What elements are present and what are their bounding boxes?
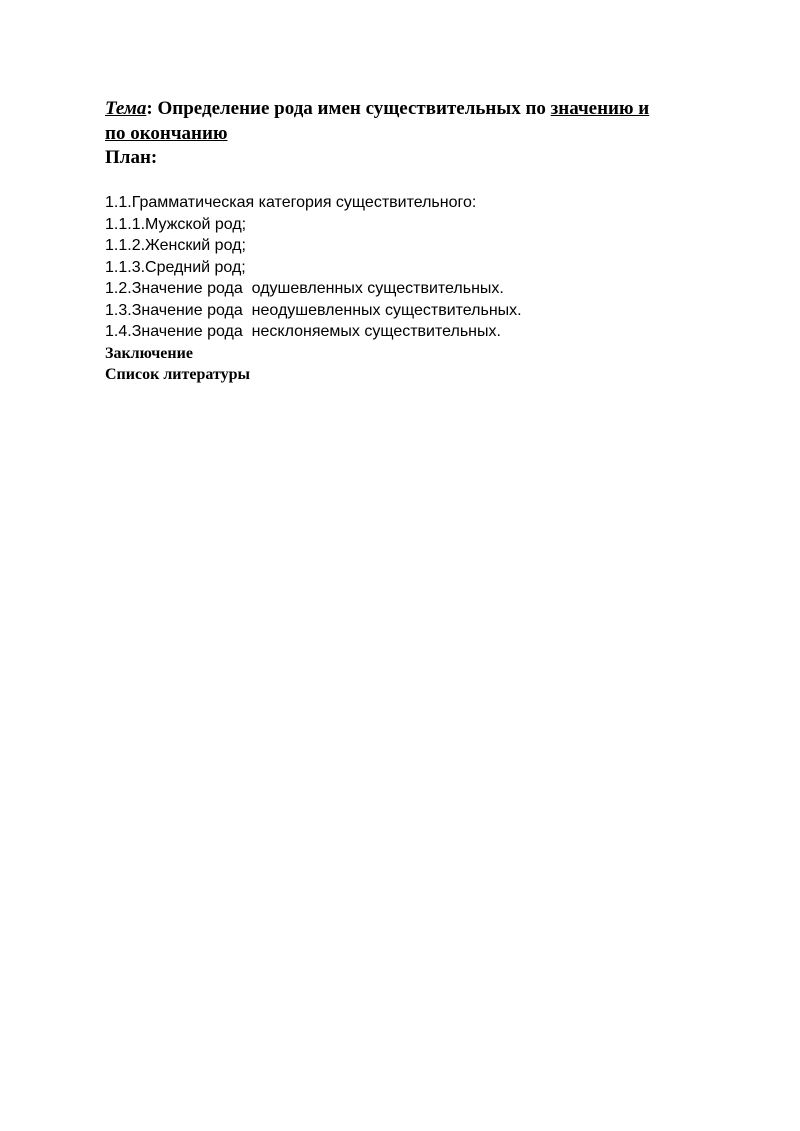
plan-item: 1.3.Значение рода неодушевленных существительных. <box>105 301 522 319</box>
plan-item: 1.1.1.Мужской род; <box>105 215 247 233</box>
plan-item: 1.1.Грамматическая категория существительного: <box>105 194 477 211</box>
conclusion-item: Заключение <box>105 344 193 362</box>
document-title <box>105 96 745 146</box>
title-underlined-line2: по окончанию <box>105 123 228 144</box>
plan-list <box>105 192 745 386</box>
document-page <box>105 96 745 386</box>
bibliography-item: Список литературы <box>105 366 250 383</box>
title-colon: : <box>146 98 158 119</box>
plan-item: 1.2.Значение рода одушевленных существительных. <box>105 280 504 297</box>
plan-item: 1.1.3.Средний род; <box>105 258 246 276</box>
plan-item: 1.1.2.Женский род; <box>105 237 246 254</box>
plan-heading: План: <box>105 147 158 168</box>
title-underlined-end: значению и <box>550 98 650 119</box>
title-main: Определение рода имен существительных по <box>157 98 551 119</box>
title-prefix: Тема <box>105 98 147 119</box>
plan-item: 1.4.Значение рода несклоняемых существительных. <box>105 323 501 340</box>
